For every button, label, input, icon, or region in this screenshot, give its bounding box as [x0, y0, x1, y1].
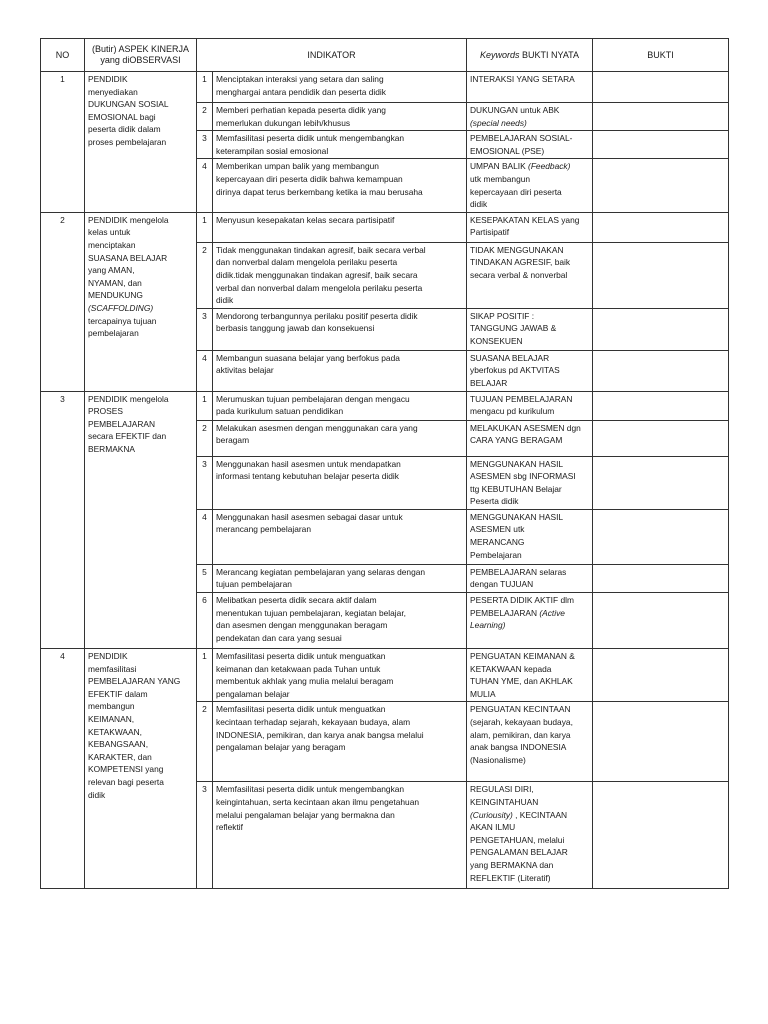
section-number: 4: [41, 649, 85, 889]
keyword-line: INTERAKSI YANG SETARA: [470, 74, 575, 84]
indicator-text: [213, 131, 467, 159]
keyword-line: (special needs): [470, 117, 527, 128]
keyword-line: MENGGUNAKAN HASIL: [470, 458, 564, 469]
keyword-line: KETAKWAAN kepada: [470, 663, 552, 674]
keyword-evidence: [467, 308, 593, 350]
keyword-line: ttg KEBUTUHAN Belajar: [470, 483, 562, 494]
keyword-line: PEMBELAJARAN (Active: [470, 607, 565, 618]
indicator-line: Menyusun kesepakatan kelas secara partisipatif: [216, 214, 395, 225]
aspect-line: PENDIDIK: [88, 651, 128, 662]
indicator-line: pendekatan dan cara yang sesuai: [216, 632, 342, 643]
indicator-line: Memfasilitasi peserta didik untuk mengembangkan: [216, 133, 405, 144]
table-row: [41, 72, 729, 103]
keyword-evidence: [467, 782, 593, 889]
table-row: [41, 212, 729, 242]
aspect-cell: [85, 212, 197, 391]
indicator-number: 4: [197, 509, 213, 564]
indicator-line: tujuan pembelajaran: [216, 579, 292, 590]
evidence-input-cell[interactable]: [593, 131, 729, 159]
indicator-line: Merumuskan tujuan pembelajaran dengan mengacu: [216, 393, 410, 404]
keyword-line: AKAN ILMU: [470, 822, 516, 833]
keyword-line: kepercayaan diri peserta: [470, 186, 562, 197]
indicator-line: dan asesmen dengan menggunakan beragam: [216, 620, 388, 631]
indicator-number: 1: [197, 212, 213, 242]
indicator-text: [213, 702, 467, 782]
header-aspek: [85, 39, 197, 72]
indicator-line: INDONESIA, pemikiran, dan karya anak bangsa melalui: [216, 729, 424, 740]
keyword-line: UMPAN BALIK (Feedback): [470, 161, 571, 172]
indicator-text: [213, 103, 467, 131]
indicator-line: merancang pembelajaran: [216, 524, 311, 535]
table-body: [41, 72, 729, 889]
indicator-text: [213, 509, 467, 564]
keyword-line: mengacu pd kurikulum: [470, 406, 555, 417]
keyword-line: KESEPAKATAN KELAS yang: [470, 214, 580, 225]
aspect-line: PENDIDIK mengelola: [88, 214, 169, 225]
indicator-line: kepercayaan diri peserta didik bahwa kemampuan: [216, 173, 403, 184]
indicator-line: keterampilan sosial emosional: [216, 145, 329, 156]
italic-fragment: (Active: [539, 607, 565, 618]
keyword-line: KONSEKUEN: [470, 335, 523, 346]
aspect-line: memfasilitasi: [88, 663, 137, 674]
keyword-line: TINDAKAN AGRESIF, baik: [470, 257, 571, 268]
observation-table: [40, 38, 729, 889]
keyword-line: (sejarah, kekayaan budaya,: [470, 717, 573, 728]
keyword-line: MENGGUNAKAN HASIL: [470, 511, 564, 522]
section-number: 2: [41, 212, 85, 391]
evidence-input-cell[interactable]: [593, 350, 729, 391]
aspect-line: KARAKTER, dan: [88, 751, 152, 762]
aspect-line: PENDIDIK: [88, 74, 128, 84]
evidence-input-cell[interactable]: [593, 564, 729, 592]
indicator-line: pengalaman belajar yang beragam: [216, 742, 346, 753]
keyword-evidence: [467, 72, 593, 103]
indicator-line: Menciptakan interaksi yang setara dan saling: [216, 74, 384, 84]
indicator-line: menentukan tujuan pembelajaran, kegiatan belajar,: [216, 607, 406, 618]
aspect-cell: [85, 72, 197, 213]
aspect-line: proses pembelajaran: [88, 136, 167, 147]
section-number: 3: [41, 391, 85, 649]
aspect-line: PENDIDIK mengelola: [88, 393, 169, 404]
keyword-evidence: [467, 456, 593, 509]
evidence-input-cell[interactable]: [593, 649, 729, 702]
indicator-text: [213, 242, 467, 308]
indicator-line: kecintaan terhadap sejarah, kekayaan budaya, alam: [216, 717, 411, 728]
keyword-line: anak bangsa INDONESIA: [470, 742, 567, 753]
evidence-input-cell[interactable]: [593, 103, 729, 131]
header-indikator: INDIKATOR: [197, 39, 467, 72]
indicator-text: [213, 212, 467, 242]
keyword-line: REFLEKTIF (Literatif): [470, 872, 551, 883]
aspect-cell: [85, 649, 197, 889]
aspect-line: menyediakan: [88, 86, 138, 97]
indicator-line: dan nonverbal dalam mengelola perilaku peserta: [216, 257, 398, 268]
keyword-line: SIKAP POSITIF :: [470, 310, 535, 321]
indicator-line: memerlukan dukungan lebih/khusus: [216, 117, 351, 128]
keyword-evidence: [467, 242, 593, 308]
aspect-line: DUKUNGAN SOSIAL: [88, 99, 169, 110]
aspect-line: PEMBELAJARAN YANG: [88, 676, 181, 687]
keyword-line: MELAKUKAN ASESMEN dgn: [470, 422, 581, 433]
italic-fragment: (Feedback): [528, 161, 571, 172]
keyword-line: ASESMEN sbg INFORMASI: [470, 471, 576, 482]
aspect-line: KOMPETENSI yang: [88, 764, 164, 775]
keyword-line: PENGETAHUAN, melalui: [470, 834, 565, 845]
indicator-text: [213, 72, 467, 103]
italic-fragment: (Curiousity): [470, 809, 513, 820]
keyword-line: SUASANA BELAJAR: [470, 352, 550, 363]
header-keywords: [467, 39, 593, 72]
keyword-evidence: [467, 103, 593, 131]
aspect-line: NYAMAN, dan: [88, 277, 142, 288]
keyword-evidence: [467, 159, 593, 212]
indicator-line: pada kurikulum satuan pendidikan: [216, 406, 344, 417]
indicator-number: 4: [197, 159, 213, 212]
indicator-number: 3: [197, 782, 213, 889]
aspect-line: kelas untuk: [88, 227, 131, 238]
aspect-line: membangun: [88, 701, 135, 712]
indicator-number: 1: [197, 72, 213, 103]
evidence-input-cell[interactable]: [593, 702, 729, 782]
aspect-line: SUASANA BELAJAR: [88, 252, 168, 263]
header-aspek-line: yang diOBSERVASI: [100, 55, 181, 65]
keyword-line: utk membangun: [470, 173, 531, 184]
evidence-input-cell[interactable]: [593, 593, 729, 649]
evidence-input-cell[interactable]: [593, 391, 729, 420]
indicator-text: [213, 308, 467, 350]
keyword-line: Learning): [470, 620, 506, 631]
keyword-line: BELAJAR: [470, 377, 508, 388]
aspect-line: KEIMANAN,: [88, 714, 135, 725]
aspect-line: EFEKTIF dalam: [88, 688, 148, 699]
indicator-number: 5: [197, 564, 213, 592]
indicator-number: 3: [197, 456, 213, 509]
indicator-line: reflektif: [216, 822, 243, 833]
keyword-evidence: [467, 702, 593, 782]
indicator-line: membentuk akhlak yang mulia melalui beragam: [216, 676, 394, 687]
indicator-number: 3: [197, 131, 213, 159]
indicator-text: [213, 350, 467, 391]
indicator-number: 3: [197, 308, 213, 350]
indicator-line: beragam: [216, 435, 250, 446]
aspect-line: secara EFEKTIF dan: [88, 431, 167, 442]
evidence-input-cell[interactable]: [593, 212, 729, 242]
keyword-evidence: [467, 212, 593, 242]
indicator-line: berbasis tanggung jawab dan konsekuensi: [216, 323, 375, 334]
keyword-line: yang BERMAKNA dan: [470, 860, 554, 870]
header-aspek-line: (Butir) ASPEK KINERJA: [91, 44, 190, 54]
keyword-line: PENGUATAN KECINTAAN: [470, 704, 571, 715]
indicator-line: keimanan dan ketakwaan pada Tuhan untuk: [216, 663, 381, 674]
evidence-input-cell[interactable]: [593, 782, 729, 889]
keyword-line: TANGGUNG JAWAB &: [470, 323, 557, 334]
aspect-line: (SCAFFOLDING): [88, 302, 154, 313]
aspect-line: yang AMAN,: [88, 265, 135, 276]
indicator-text: [213, 391, 467, 420]
aspect-line: KEBANGSAAN,: [88, 739, 149, 750]
keyword-line: PEMBELAJARAN selaras: [470, 566, 567, 577]
keyword-line: secara verbal & nonverbal: [470, 269, 568, 280]
indicator-line: Melakukan asesmen dengan menggunakan cara yang: [216, 422, 418, 433]
keyword-line: ASESMEN utk: [470, 524, 525, 535]
keyword-line: Pembelajaran: [470, 549, 522, 560]
keyword-evidence: [467, 131, 593, 159]
keyword-line: (Nasionalisme): [470, 754, 526, 765]
keyword-line: KEINGINTAHUAN: [470, 797, 539, 808]
aspect-line: MENDUKUNG: [88, 290, 143, 301]
indicator-line: informasi tentang kebutuhan belajar peserta didik: [216, 471, 399, 482]
indicator-number: 6: [197, 593, 213, 649]
evidence-input-cell[interactable]: [593, 242, 729, 308]
keyword-line: TUHAN YME, dan AKHLAK: [470, 676, 573, 687]
keyword-line: PESERTA DIDIK AKTIF dlm: [470, 595, 574, 606]
indicator-line: Menggunakan hasil asesmen sebagai dasar untuk: [216, 511, 403, 522]
keyword-evidence: [467, 593, 593, 649]
indicator-text: [213, 159, 467, 212]
indicator-line: Memfasilitasi peserta didik untuk menguatkan: [216, 704, 386, 715]
aspect-cell: [85, 391, 197, 649]
table-row: [41, 391, 729, 420]
keyword-line: didik: [470, 199, 488, 210]
indicator-text: [213, 456, 467, 509]
evidence-input-cell[interactable]: [593, 159, 729, 212]
indicator-text: [213, 649, 467, 702]
table-row: [41, 649, 729, 702]
aspect-line: tercapainya tujuan: [88, 315, 157, 326]
aspect-line: relevan bagi peserta: [88, 777, 164, 787]
indicator-line: Menggunakan hasil asesmen untuk mendapatkan: [216, 458, 401, 469]
aspect-line: KETAKWAAN,: [88, 726, 142, 737]
aspect-line: didik: [88, 789, 106, 800]
indicator-line: didik.tidak menggunakan tindakan agresif, baik secara: [216, 269, 418, 280]
keyword-line: yberfokus pd AKTVITAS: [470, 365, 560, 376]
keyword-line: TUJUAN PEMBELAJARAN: [470, 393, 573, 404]
header-keywords-italic: Keywords: [479, 49, 520, 60]
keyword-evidence: [467, 350, 593, 391]
indicator-number: 2: [197, 242, 213, 308]
keyword-evidence: [467, 649, 593, 702]
keyword-line: PENGALAMAN BELAJAR: [470, 847, 568, 858]
indicator-line: melalui pengalaman belajar yang bermakna dan: [216, 809, 395, 820]
keyword-line: PEMBELAJARAN SOSIAL-: [470, 133, 573, 144]
indicator-number: 2: [197, 420, 213, 456]
indicator-line: menghargai antara pendidik dan peserta didik: [216, 86, 386, 97]
keyword-evidence: [467, 420, 593, 456]
indicator-line: Tidak menggunakan tindakan agresif, baik secara verbal: [216, 244, 426, 255]
evidence-input-cell[interactable]: [593, 308, 729, 350]
header-no: NO: [41, 39, 85, 72]
keyword-line: Peserta didik: [470, 496, 519, 507]
indicator-line: Merancang kegiatan pembelajaran yang selaras dengan: [216, 566, 426, 577]
indicator-line: Memberi perhatian kepada peserta didik yang: [216, 105, 386, 115]
indicator-number: 1: [197, 649, 213, 702]
evidence-input-cell[interactable]: [593, 509, 729, 564]
header-keywords-rest: BUKTI NYATA: [519, 49, 580, 60]
header-row: [41, 39, 729, 72]
indicator-line: aktivitas belajar: [216, 365, 274, 376]
keyword-line: (Curiousity) , KECINTAAN: [470, 809, 568, 820]
indicator-line: Memfasilitasi peserta didik untuk menguatkan: [216, 651, 386, 662]
keyword-evidence: [467, 391, 593, 420]
evidence-input-cell[interactable]: [593, 72, 729, 103]
keyword-line: MERANCANG: [470, 537, 525, 548]
aspect-line: PEMBELAJARAN: [88, 418, 156, 429]
aspect-line: pembelajaran: [88, 328, 139, 339]
indicator-text: [213, 593, 467, 649]
keyword-line: MULIA: [470, 688, 496, 699]
aspect-line: menciptakan: [88, 239, 136, 250]
evidence-input-cell[interactable]: [593, 456, 729, 509]
keyword-evidence: [467, 564, 593, 592]
aspect-line: peserta didik dalam: [88, 124, 161, 135]
keyword-line: Partisipatif: [470, 227, 510, 238]
keyword-line: alam, pemikiran, dan karya: [470, 729, 571, 740]
keyword-evidence: [467, 509, 593, 564]
keyword-line: REGULASI DIRI,: [470, 784, 534, 795]
header-bukti: BUKTI: [593, 39, 729, 72]
indicator-line: pengalaman belajar: [216, 688, 290, 699]
indicator-text: [213, 420, 467, 456]
indicator-text: [213, 782, 467, 889]
indicator-line: didik: [216, 295, 234, 306]
keyword-line: EMOSIONAL (PSE): [470, 145, 545, 156]
aspect-line: BERMAKNA: [88, 443, 136, 454]
indicator-number: 1: [197, 391, 213, 420]
indicator-line: Memberikan umpan balik yang membangun: [216, 161, 379, 172]
indicator-line: Mendorong terbangunnya perilaku positif peserta didik: [216, 310, 418, 321]
indicator-line: Memfasilitasi peserta didik untuk mengembangkan: [216, 784, 405, 795]
keyword-line: PENGUATAN KEIMANAN &: [470, 651, 575, 662]
keyword-line: TIDAK MENGGUNAKAN: [470, 244, 564, 255]
indicator-line: Membangun suasana belajar yang berfokus pada: [216, 352, 400, 363]
keyword-line: CARA YANG BERAGAM: [470, 435, 563, 446]
evidence-input-cell[interactable]: [593, 420, 729, 456]
indicator-number: 2: [197, 702, 213, 782]
indicator-line: verbal dan nonverbal dalam mengelola perilaku peserta: [216, 282, 423, 293]
aspect-line: EMOSIONAL bagi: [88, 111, 156, 122]
indicator-number: 4: [197, 350, 213, 391]
indicator-line: Melibatkan peserta didik secara aktif dalam: [216, 595, 377, 606]
keyword-line: DUKUNGAN untuk ABK: [470, 105, 560, 115]
section-number: 1: [41, 72, 85, 213]
indicator-number: 2: [197, 103, 213, 131]
aspect-line: PROSES: [88, 406, 123, 417]
indicator-line: keingintahuan, serta kecintaan akan ilmu pengetahuan: [216, 797, 420, 808]
indicator-line: dirinya dapat terus berkembang ketika ia mau berusaha: [216, 186, 423, 197]
keyword-line: dengan TUJUAN: [470, 579, 534, 590]
indicator-text: [213, 564, 467, 592]
